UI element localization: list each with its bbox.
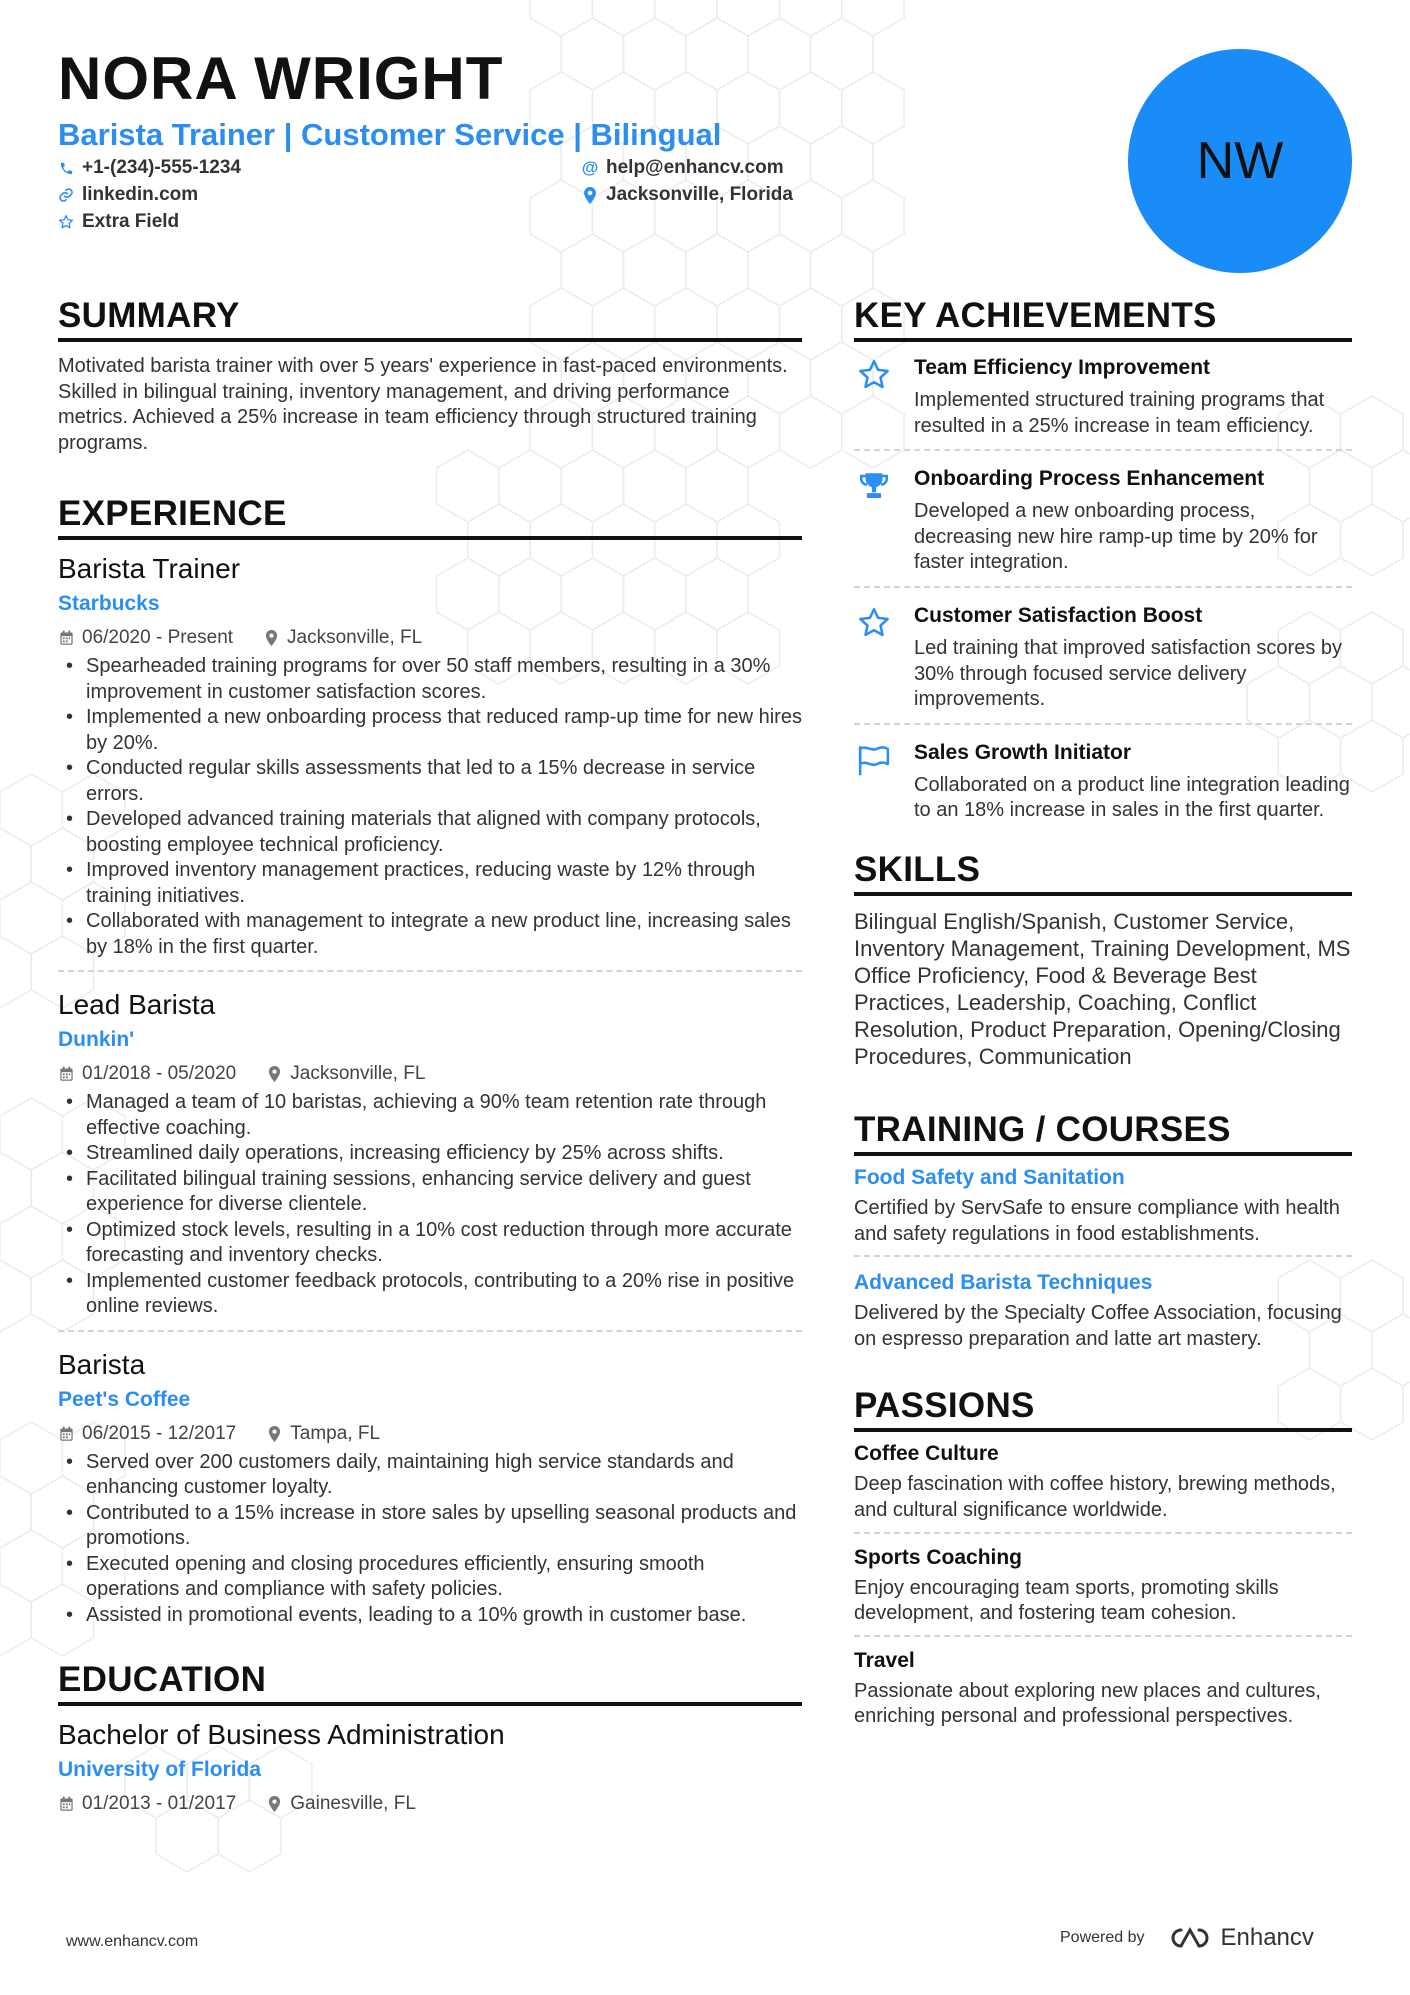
course-title[interactable]: Advanced Barista Techniques (854, 1271, 1153, 1295)
job-bullets (58, 654, 802, 960)
job-bullet: • Served over 200 customers daily, maintaining high service standards and enhancing customer loyalty. (58, 1450, 802, 1501)
education-school: University of Florida (58, 1758, 262, 1782)
job-bullet: • Spearheaded training programs for over 50 staff members, resulting in a 30% improvement in customer satisfaction scores. (58, 654, 802, 705)
job-bullet: • Executed opening and closing procedures efficiently, ensuring smooth operations and compliance with safety policies. (58, 1552, 802, 1603)
job-bullet: • Collaborated with management to integrate a new product line, increasing sales by 18% in the first quarter. (58, 909, 802, 960)
training-list (854, 1164, 1352, 1360)
achievement-item (854, 602, 1352, 725)
education-dates-text: 01/2013 - 01/2017 (82, 1793, 237, 1815)
location-pin-icon (263, 629, 279, 647)
right-column (854, 296, 1352, 1748)
job-bullet: • Conducted regular skills assessments that led to a 15% decrease in service errors. (58, 756, 802, 807)
achievement-desc: Implemented structured training programs that resulted in a 25% increase in team efficiency. (914, 389, 1325, 437)
passions-section (854, 1386, 1352, 1738)
location-pin-icon (266, 1065, 282, 1083)
at-icon: @ (581, 158, 599, 177)
summary-section (58, 296, 802, 456)
footer-branding[interactable] (1060, 1924, 1314, 1952)
footer-website[interactable]: www.enhancv.com (66, 1933, 199, 1950)
achievement-desc: Developed a new onboarding process, decreasing new hire ramp-up time by 20% for faster integration. (914, 500, 1318, 574)
left-column (58, 296, 802, 1820)
passion-item (854, 1544, 1352, 1637)
achievement-body (914, 602, 1352, 713)
course-desc: Certified by ServSafe to ensure compliance with health and safety regulations in food establishments. (854, 1196, 1340, 1245)
job-bullet: • Optimized stock levels, resulting in a 10% cost reduction through more accurate forecasting and inventory checks. (58, 1218, 802, 1269)
achievement-item (854, 465, 1352, 588)
skills-title: SKILLS (854, 850, 1352, 896)
achievement-title: Team Efficiency Improvement (914, 356, 1211, 379)
brand-text: Enhancv (1220, 1924, 1314, 1951)
job-bullet: • Managed a team of 10 baristas, achieving a 90% team retention rate through effective coaching. (58, 1090, 802, 1141)
trophy-icon (854, 465, 894, 576)
job-company[interactable]: Dunkin' (58, 1028, 135, 1052)
avatar (1128, 49, 1352, 273)
passions-title: PASSIONS (854, 1386, 1352, 1432)
calendar-icon (58, 1425, 74, 1443)
calendar-icon (58, 1065, 74, 1083)
achievements-list (854, 354, 1352, 834)
education-meta (58, 1792, 802, 1816)
achievements-section (854, 296, 1352, 834)
phone-text: +1-(234)-555-1234 (82, 157, 241, 178)
training-section (854, 1110, 1352, 1360)
job-location-text: Tampa, FL (290, 1422, 381, 1444)
course-desc: Delivered by the Specialty Coffee Association, focusing on espresso preparation and latte art mastery. (854, 1302, 1342, 1350)
achievement-title: Sales Growth Initiator (914, 740, 1132, 764)
candidate-role: Barista Trainer | Customer Service | Bilingual (58, 117, 722, 152)
contact-location (582, 183, 793, 207)
education-dates (58, 1792, 236, 1816)
phone-icon (58, 158, 74, 178)
location-text: Jacksonville, Florida (606, 184, 793, 205)
contact-phone[interactable] (58, 156, 241, 180)
extra-field-text: Extra Field (82, 211, 180, 232)
passion-item (854, 1647, 1352, 1738)
achievements-title: KEY ACHIEVEMENTS (854, 296, 1352, 342)
job-bullet: • Developed advanced training materials that aligned with company protocols, boosting employee technical proficiency. (58, 807, 802, 858)
contact-extra-field (58, 210, 179, 234)
location-pin-icon (582, 185, 598, 205)
job-dates-text: 06/2020 - Present (82, 627, 234, 649)
job-company[interactable]: Peet's Coffee (58, 1387, 191, 1411)
link-icon (58, 185, 74, 205)
calendar-icon (58, 1795, 74, 1813)
course-title[interactable]: Food Safety and Sanitation (854, 1165, 1125, 1189)
course-item (854, 1164, 1352, 1257)
job-title: Lead Barista (58, 989, 216, 1021)
job-bullet: • Implemented customer feedback protocols, contributing to a 20% rise in positive online reviews. (58, 1269, 802, 1320)
passions-list (854, 1440, 1352, 1738)
job-title: Barista (58, 1348, 146, 1380)
achievement-title: Customer Satisfaction Boost (914, 603, 1203, 627)
job-location-text: Jacksonville, FL (287, 627, 423, 649)
location-pin-icon (266, 1425, 282, 1443)
job-bullets (58, 1450, 802, 1629)
job-company[interactable]: Starbucks (58, 592, 160, 616)
job-bullet: • Facilitated bilingual training sessions, enhancing service delivery and guest experience for diverse clientele. (58, 1167, 802, 1218)
job-bullet: • Streamlined daily operations, increasing efficiency by 25% across shifts. (58, 1141, 802, 1167)
powered-by-text: Powered by (1060, 1929, 1145, 1946)
achievement-desc: Collaborated on a product line integration leading to an 18% increase in sales in the first quarter. (914, 773, 1350, 822)
enhancv-logo-icon (1167, 1926, 1213, 1950)
flag-icon (854, 739, 894, 824)
location-pin-icon (266, 1795, 282, 1813)
job-location-text: Jacksonville, FL (290, 1063, 426, 1085)
experience-section (58, 494, 802, 1638)
candidate-name: NORA WRIGHT (58, 45, 504, 112)
skills-text: Bilingual English/Spanish, Customer Service, Inventory Management, Training Development, MS Office Proficiency, Food & Beverage Best Practices, Leadership, Coaching, Conflict Resolution, Product Preparation, Opening/Closing Procedures, Communication (854, 908, 1351, 1069)
course-item (854, 1269, 1352, 1360)
education-title: EDUCATION (58, 1660, 802, 1706)
passion-desc: Enjoy encouraging team sports, promoting skills development, and fostering team cohesion. (854, 1576, 1279, 1625)
passion-title: Travel (854, 1648, 915, 1672)
job-bullet: • Assisted in promotional events, leading to a 10% growth in customer base. (58, 1603, 802, 1629)
job-location (266, 1422, 380, 1446)
experience-item (58, 988, 802, 1332)
training-title: TRAINING / COURSES (854, 1110, 1352, 1156)
passion-title: Coffee Culture (854, 1442, 999, 1466)
experience-title: EXPERIENCE (58, 494, 802, 540)
passion-item (854, 1440, 1352, 1533)
email-text: help@enhancv.com (606, 157, 784, 178)
linkedin-text: linkedin.com (82, 184, 199, 205)
achievement-body (914, 354, 1352, 439)
star-outline-icon (58, 212, 74, 232)
summary-title: SUMMARY (58, 296, 802, 342)
achievement-body (914, 739, 1352, 824)
job-location (263, 626, 422, 650)
achievement-title: Onboarding Process Enhancement (914, 467, 1265, 491)
education-location-text: Gainesville, FL (290, 1793, 416, 1815)
job-bullets (58, 1090, 802, 1320)
achievement-desc: Led training that improved satisfaction scores by 30% through focused service delivery improvements. (914, 636, 1342, 711)
calendar-icon (58, 629, 74, 647)
experience-item (58, 552, 802, 972)
contact-linkedin[interactable] (58, 183, 198, 207)
job-meta (58, 626, 802, 650)
achievement-item (854, 739, 1352, 834)
job-meta (58, 1422, 802, 1446)
job-location (266, 1062, 425, 1086)
job-bullet: • Improved inventory management practices, reducing waste by 12% through training initiatives. (58, 858, 802, 909)
education-location (266, 1792, 416, 1816)
job-dates (58, 626, 233, 650)
job-bullet: • Contributed to a 15% increase in store sales by upselling seasonal products and promotions. (58, 1501, 802, 1552)
passion-desc: Passionate about exploring new places and cultures, enriching personal and professional perspectives. (854, 1679, 1321, 1728)
passion-title: Sports Coaching (854, 1545, 1023, 1569)
job-meta (58, 1062, 802, 1086)
summary-text: Motivated barista trainer with over 5 years' experience in fast-paced environments. Skilled in bilingual training, inventory management, and driving performance metrics. Achieved a 25% increase in team efficiency through structured training programs. (58, 355, 788, 454)
achievement-item (854, 354, 1352, 451)
achievement-body (914, 465, 1352, 576)
education-section (58, 1660, 802, 1816)
star-icon (854, 354, 894, 439)
experience-item (58, 1348, 802, 1639)
job-dates-text: 01/2018 - 05/2020 (82, 1063, 237, 1085)
contact-email[interactable] (582, 156, 784, 180)
experience-list (58, 552, 802, 1638)
enhancv-logo (1167, 1924, 1314, 1952)
education-degree: Bachelor of Business Administration (58, 1719, 505, 1751)
job-dates (58, 1062, 236, 1086)
passion-desc: Deep fascination with coffee history, brewing methods, and cultural significance worldwide. (854, 1473, 1336, 1521)
avatar-initials: NW (1196, 132, 1284, 190)
job-bullet: • Implemented a new onboarding process that reduced ramp-up time for new hires by 20%. (58, 705, 802, 756)
star-icon (854, 602, 894, 713)
job-title: Barista Trainer (58, 553, 241, 585)
job-dates (58, 1422, 236, 1446)
job-dates-text: 06/2015 - 12/2017 (82, 1422, 237, 1444)
skills-section (854, 850, 1352, 1070)
